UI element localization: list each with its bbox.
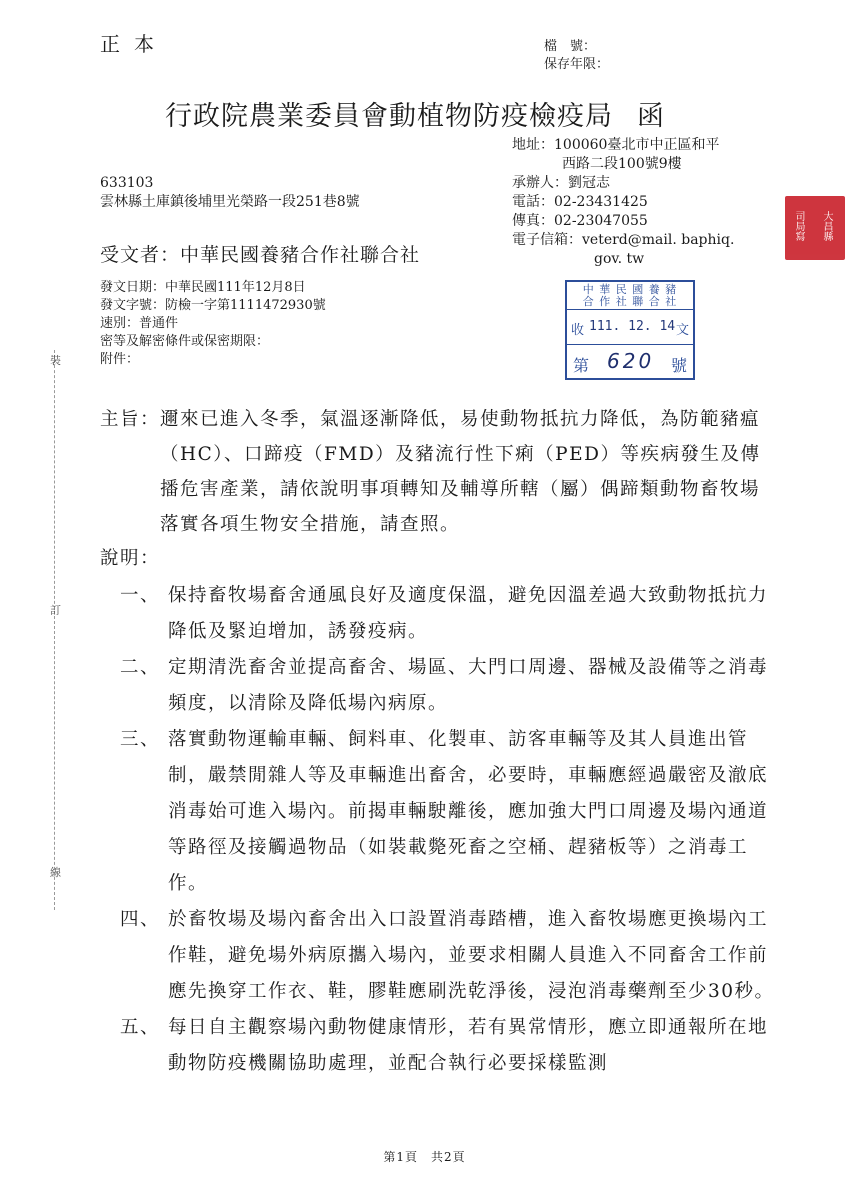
- subject-section: [100, 402, 780, 542]
- subject-text: 邇來已進入冬季，氣溫逐漸降低，易使動物抵抗力降低，為防範豬瘟（HC）、口蹄疫（FMD）及豬流行性下痢（PED）等疾病發生及傳播危害產業，請依說明事項轉知及輔導所轄（屬）偶蹄類動物畜牧場落實各項生物安全措施，請查照。: [160, 409, 761, 535]
- document-type: 函: [637, 101, 664, 132]
- binding-mark: 線: [50, 866, 61, 879]
- stamp-recv-char: 收: [571, 323, 585, 338]
- issue-date: 發文日期：中華民國111年12月8日: [100, 280, 306, 295]
- item-number: 一、: [120, 585, 161, 606]
- seal-char: 寫: [795, 232, 807, 243]
- sender-address-cont: 西路二段100號9樓: [562, 156, 682, 172]
- list-item: [120, 722, 780, 902]
- seal-char: 局: [795, 222, 807, 233]
- copy-mark: 正本: [100, 32, 168, 56]
- fax: 傳真：02-23047055: [512, 213, 648, 229]
- email-cont: gov. tw: [594, 251, 645, 267]
- stamp-org-line1: 中 華 民 國 養 豬: [582, 283, 678, 296]
- subject-label: 主旨：: [100, 409, 161, 430]
- recipient-name: 受文者：中華民國養豬合作社聯合社: [100, 244, 421, 266]
- document-title: 行政院農業委員會動植物防疫檢疫局: [165, 101, 613, 132]
- stamp-number: 620: [607, 349, 655, 373]
- item-text: 於畜牧場及場內畜舍出入口設置消毒踏槽，進入畜牧場應更換場內工作鞋，避免場外病原攜入場內，並要求相關人員進入不同畜舍工作前應先換穿工作衣、鞋，膠鞋應刷洗乾淨後，浸泡消毒藥劑至少30秒。: [168, 909, 775, 1002]
- seal-char: 大: [823, 212, 835, 223]
- item-number: 三、: [120, 729, 161, 750]
- issue-number: 發文字號：防檢一字第1111472930號: [100, 298, 326, 313]
- binding-mark: 裝: [50, 354, 61, 367]
- explanation-list: [120, 578, 780, 1082]
- document-meta: [100, 279, 326, 369]
- item-number: 二、: [120, 657, 161, 678]
- secrecy: 密等及解密條件或保密期限：: [100, 334, 270, 349]
- list-item: [120, 902, 780, 1010]
- seal-char: 昌: [823, 222, 835, 233]
- speed: 速別：普通件: [100, 316, 179, 331]
- explanation-label: 說明：: [100, 548, 161, 569]
- item-text: 保持畜牧場畜舍通風良好及適度保溫，避免因溫差過大致動物抵抗力降低及緊迫增加，誘發疫病。: [168, 585, 769, 642]
- email: 電子信箱：veterd@mail. baphiq.: [512, 232, 735, 248]
- item-text: 每日自主觀察場內動物健康情形，若有異常情形，應立即通報所在地動物防疫機關協助處理，並配合執行必要採樣監測: [168, 1017, 769, 1074]
- seal-char: 司: [795, 212, 807, 223]
- sender-info: [512, 136, 792, 269]
- recipient-address-block: [100, 174, 360, 212]
- retention-label: 保存年限：: [544, 57, 610, 72]
- stamp-date: 111. 12. 14: [589, 319, 676, 334]
- seal-char: 縣: [823, 232, 835, 243]
- file-number-label: 檔 號：: [544, 39, 597, 54]
- file-meta: [544, 38, 609, 74]
- stamp-date-row: [567, 310, 693, 345]
- sender-address: 地址：100060臺北市中正區和平: [512, 137, 720, 153]
- binding-line: [54, 350, 55, 910]
- stamp-org: [567, 282, 693, 310]
- phone: 電話：02-23431425: [512, 194, 648, 210]
- stamp-no-prefix: 第: [573, 356, 590, 375]
- stamp-number-row: [567, 345, 693, 379]
- red-seal: [785, 196, 845, 260]
- item-number: 四、: [120, 909, 161, 930]
- attachment: 附件：: [100, 352, 140, 367]
- stamp-org-line2: 合 作 社 聯 合 社: [582, 295, 678, 308]
- binding-mark: 訂: [50, 604, 61, 617]
- contact-person: 承辦人：劉冠志: [512, 175, 610, 191]
- stamp-no-suffix: 號: [670, 356, 687, 375]
- item-number: 五、: [120, 1017, 161, 1038]
- receipt-stamp: [565, 280, 695, 380]
- item-text: 落實動物運輸車輛、飼料車、化製車、訪客車輛等及其人員進出管制，嚴禁閒雜人等及車輛進出畜舍，必要時，車輛應經過嚴密及澈底消毒始可進入場內。前揭車輛駛離後，應加強大門口周邊及場內通道等路徑及接觸過物品（如裝載斃死畜之空桶、趕豬板等）之消毒工作。: [168, 729, 769, 894]
- page-footer: 第1頁 共2頁: [383, 1150, 466, 1164]
- recipient-postcode: 633103: [100, 175, 154, 191]
- list-item: [120, 1010, 780, 1082]
- item-text: 定期清洗畜舍並提高畜舍、場區、大門口周邊、器械及設備等之消毒頻度，以清除及降低場內病原。: [168, 657, 769, 714]
- recipient-address: 雲林縣土庫鎮後埔里光榮路一段251巷8號: [100, 194, 360, 210]
- stamp-doc-char: 文: [675, 323, 689, 338]
- list-item: [120, 650, 780, 722]
- list-item: [120, 578, 780, 650]
